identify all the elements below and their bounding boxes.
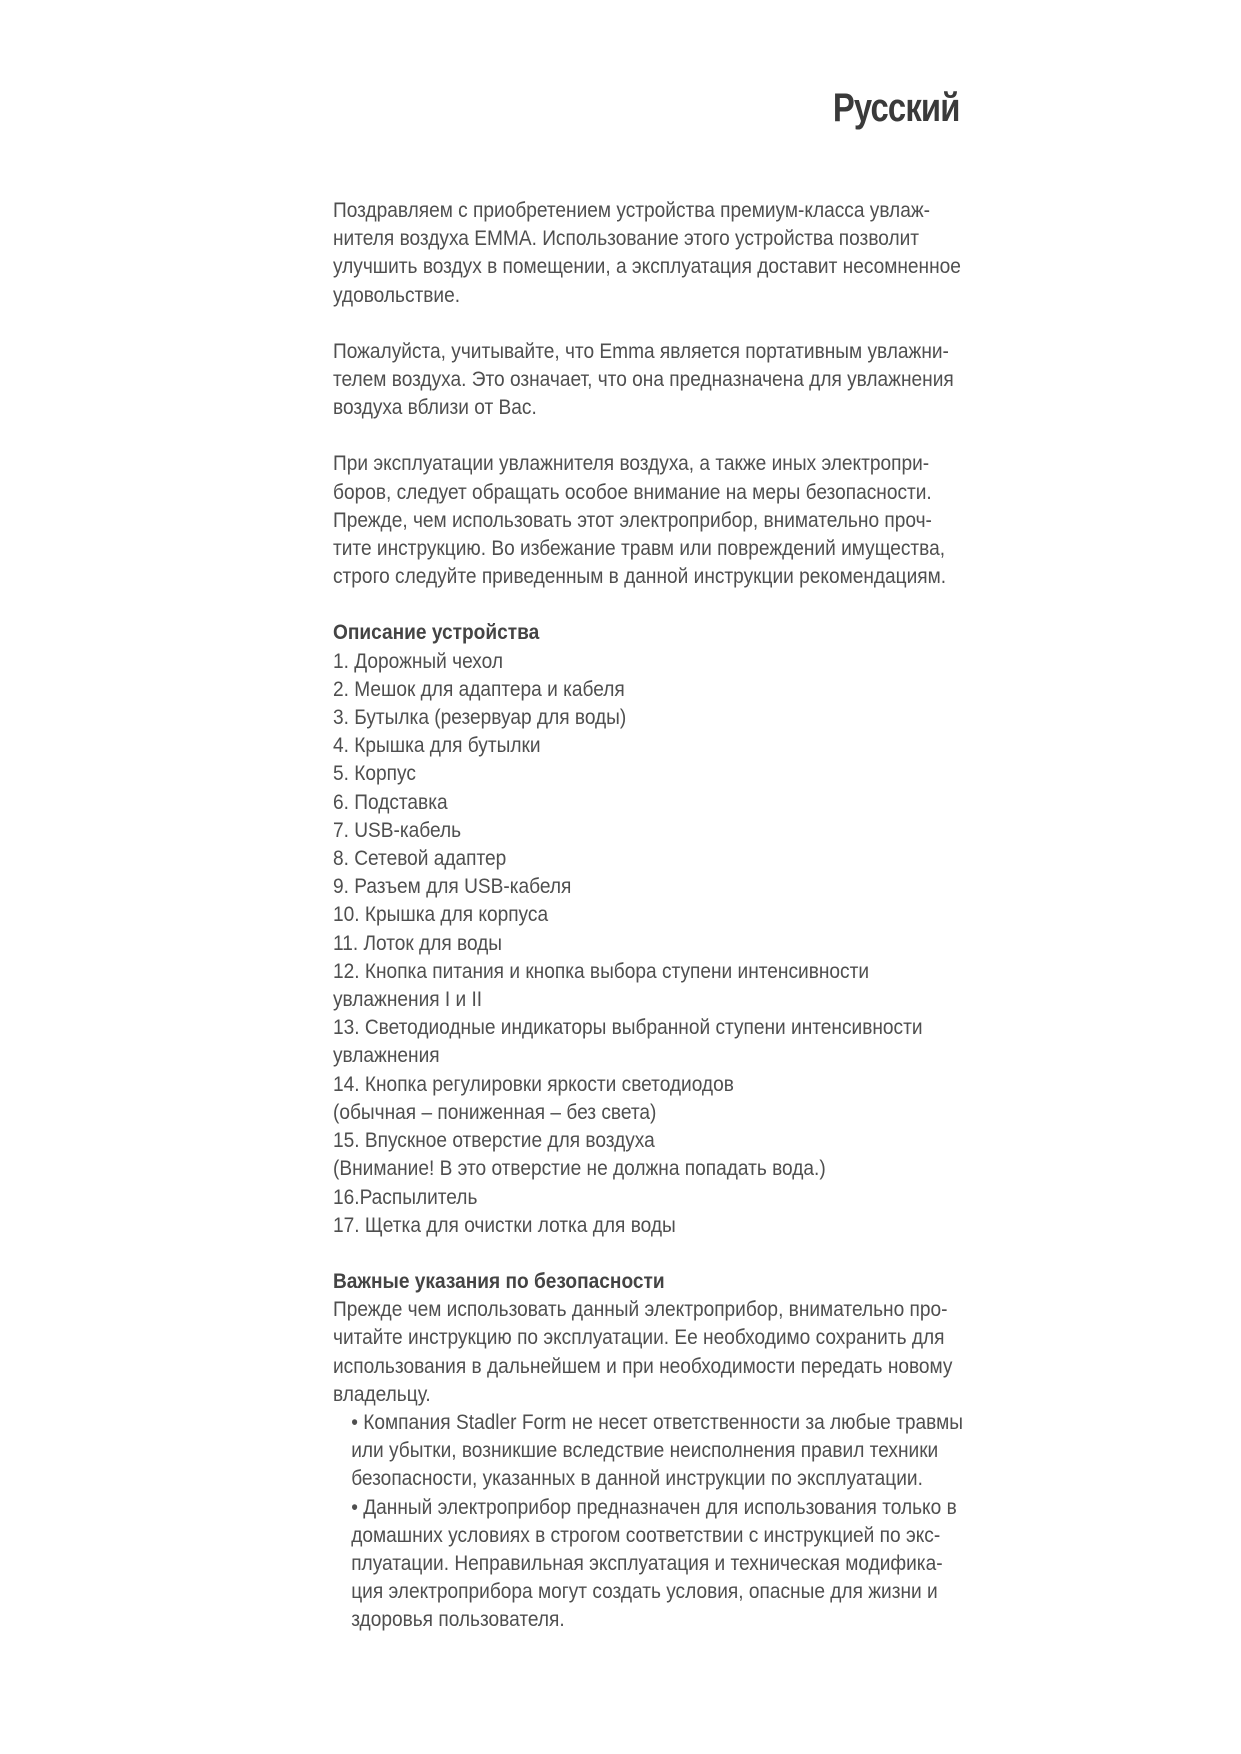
list-item: 12. Кнопка питания и кнопка выбора ступени интенсивности xyxy=(333,959,870,983)
list-item: 4. Крышка для бутылки xyxy=(333,734,541,758)
description-heading: Описание устройства xyxy=(333,621,540,645)
text-line: читайте инструкцию по эксплуатации. Ее необходимо сохранить для xyxy=(333,1326,945,1350)
text-line: Прежде, чем использовать этот электроприбор, внимательно проч- xyxy=(333,508,932,532)
list-item: 5. Корпус xyxy=(333,762,416,786)
list-item: 1. Дорожный чехол xyxy=(333,649,503,673)
text-line: воздуха вблизи от Вас. xyxy=(333,396,537,420)
text-line: ция электроприбора могут создать условия, опасные для жизни и xyxy=(351,1580,938,1604)
intro-paragraph-1 xyxy=(333,197,973,310)
text-line: боров, следует обращать особое внимание на меры безопасности. xyxy=(333,480,932,504)
spacer xyxy=(333,1240,973,1268)
list-item: (обычная – пониженная – без света) xyxy=(333,1100,657,1124)
text-line: использования в дальнейшем и при необходимости передать новому xyxy=(333,1354,953,1378)
text-line: тите инструкцию. Во избежание травм или повреждений имущества, xyxy=(333,537,946,561)
text-line: • Данный электроприбор предназначен для использования только в xyxy=(351,1495,957,1519)
text-line: домашних условиях в строгом соответствии с инструкцией по экс- xyxy=(351,1523,941,1547)
list-item: (Внимание! В это отверстие не должна попадать вода.) xyxy=(333,1157,826,1181)
intro-paragraph-3 xyxy=(333,450,973,591)
list-item: 15. Впускное отверстие для воздуха xyxy=(333,1129,655,1153)
text-line: Пожалуйста, учитывайте, что Emma является портативным увлажни- xyxy=(333,339,949,363)
list-item: 11. Лоток для воды xyxy=(333,931,503,955)
safety-heading: Важные указания по безопасности xyxy=(333,1269,665,1293)
intro-paragraph-2 xyxy=(333,338,973,423)
bullet-item xyxy=(351,1494,991,1635)
list-item: увлажнения xyxy=(333,1044,440,1068)
spacer xyxy=(333,422,973,450)
safety-intro xyxy=(333,1296,973,1409)
language-title: Русский xyxy=(833,86,960,130)
text-line: владельцу. xyxy=(333,1382,431,1406)
list-item: 17. Щетка для очистки лотка для воды xyxy=(333,1213,676,1237)
list-item: 2. Мешок для адаптера и кабеля xyxy=(333,677,625,701)
text-line: или убытки, возникшие вследствие неисполнения правил техники xyxy=(351,1439,939,1463)
text-line: здоровья пользователя. xyxy=(351,1608,565,1632)
text-line: удовольствие. xyxy=(333,283,461,307)
text-line: нителя воздуха EMMA. Использование этого устройства позволит xyxy=(333,227,920,251)
list-item: 7. USB-кабель xyxy=(333,818,462,842)
content-body xyxy=(333,197,973,1635)
spacer xyxy=(333,591,973,619)
parts-list xyxy=(333,648,973,1240)
list-item: 10. Крышка для корпуса xyxy=(333,903,549,927)
list-item: 14. Кнопка регулировки яркости светодиодов xyxy=(333,1072,734,1096)
list-item: 3. Бутылка (резервуар для воды) xyxy=(333,706,627,730)
safety-bullets xyxy=(333,1409,991,1635)
text-line: телем воздуха. Это означает, что она предназначена для увлажнения xyxy=(333,368,954,392)
text-line: Поздравляем с приобретением устройства премиум-класса увлаж- xyxy=(333,199,930,222)
bullet-item xyxy=(351,1409,991,1494)
spacer xyxy=(333,310,973,338)
list-item: 9. Разъем для USB-кабеля xyxy=(333,875,572,899)
list-item: 8. Сетевой адаптер xyxy=(333,847,507,871)
text-line: безопасности, указанных в данной инструкции по эксплуатации. xyxy=(351,1467,923,1491)
list-item: 16.Распылитель xyxy=(333,1185,478,1209)
text-line: улучшить воздух в помещении, а эксплуатация доставит несомненное xyxy=(333,255,961,279)
text-line: плуатации. Неправильная эксплуатация и техническая модифика- xyxy=(351,1551,943,1575)
text-line: При эксплуатации увлажнителя воздуха, а также иных электропри- xyxy=(333,452,930,476)
text-line: • Компания Stadler Form не несет ответственности за любые травмы xyxy=(351,1410,963,1434)
list-item: 6. Подставка xyxy=(333,790,448,814)
text-line: Прежде чем использовать данный электроприбор, внимательно про- xyxy=(333,1298,948,1322)
list-item: увлажнения I и II xyxy=(333,988,483,1012)
text-line: строго следуйте приведенным в данной инструкции рекомендациям. xyxy=(333,565,947,589)
list-item: 13. Светодиодные индикаторы выбранной ступени интенсивности xyxy=(333,1016,923,1040)
